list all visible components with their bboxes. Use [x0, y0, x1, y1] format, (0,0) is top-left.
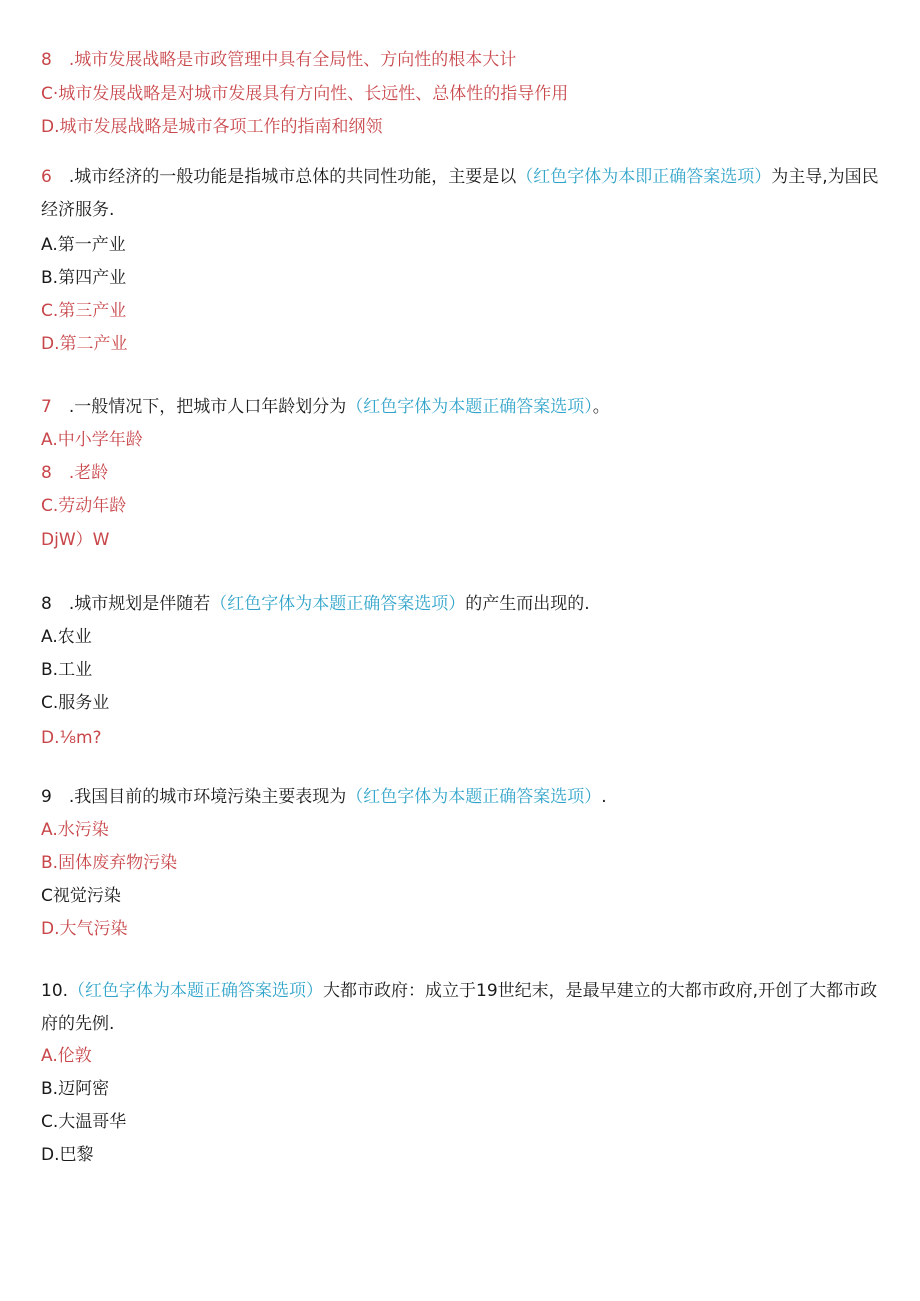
answer-hint: （红色字体为本题正确答案选项）	[68, 981, 324, 1001]
option-c-correct: C.第三产业	[41, 301, 127, 321]
question-text: .一般情况下，把城市人口年龄划分为	[68, 397, 347, 417]
option-a-correct: A.中小学年龄	[41, 430, 143, 450]
question-number: 8	[41, 594, 69, 614]
option-b: B.工业	[41, 660, 93, 680]
option-d-correct: D.第二产业	[41, 334, 128, 354]
option-b-correct: 8 .老龄	[41, 463, 109, 483]
question-8-stem	[41, 593, 590, 615]
option-c-correct: C.劳动年龄	[41, 496, 127, 516]
answer-hint: （红色字体为本题正确答案选项）	[210, 594, 466, 614]
question-text: .城市经济的一般功能是指城市总体的共同性功能，主要是以	[68, 167, 517, 187]
option-d-correct: DjW）W	[41, 530, 110, 550]
option-a-correct: A.伦敦	[41, 1046, 92, 1066]
question-9-stem	[41, 786, 607, 808]
question-10-stem	[41, 975, 881, 1041]
option-b-correct: B.固体废弃物污染	[41, 853, 178, 873]
question-text-end: 。	[592, 397, 610, 417]
option-a-correct: A.水污染	[41, 820, 109, 840]
question-number: 10.	[41, 981, 69, 1001]
option-c: C.大温哥华	[41, 1112, 127, 1132]
option-d: D.巴黎	[41, 1145, 94, 1165]
option-c: C视觉污染	[41, 886, 121, 906]
option-b: B.第四产业	[41, 268, 127, 288]
answer-hint: （红色字体为本即正确答案选项）	[516, 167, 772, 187]
question-text-end: .	[601, 787, 607, 807]
question-text: 大都市政府：成立于19世纪末，是最早建立的大都市政府,开创了大都市政府的先例.	[41, 981, 878, 1034]
question-text: .城市规划是伴随若	[68, 594, 211, 614]
option-b-q5: 8 .城市发展战略是市政管理中具有全局性、方向性的根本大计	[41, 50, 517, 70]
option-d-correct: D.大气污染	[41, 919, 128, 939]
question-7-stem	[41, 396, 610, 418]
option-a: A.农业	[41, 627, 92, 647]
answer-hint: （红色字体为本题正确答案选项）	[346, 397, 593, 417]
option-d-correct: D.⅛m?	[41, 728, 102, 748]
option-c-q5: C·城市发展战略是对城市发展具有方向性、长远性、总体性的指导作用	[41, 84, 569, 104]
option-a: A.第一产业	[41, 235, 126, 255]
question-number: 9	[41, 787, 69, 807]
question-text: .我国目前的城市环境污染主要表现为	[68, 787, 347, 807]
option-d-q5: D.城市发展战略是城市各项工作的指南和纲领	[41, 117, 383, 137]
question-text-end: 的产生而出现的.	[465, 594, 590, 614]
question-text-end: 为主导,为国民经济服务.	[41, 167, 879, 220]
option-b: B.迈阿密	[41, 1079, 110, 1099]
option-c: C.服务业	[41, 693, 110, 713]
question-number: 6	[41, 167, 69, 187]
question-number: 7	[41, 397, 69, 417]
answer-hint: （红色字体为本题正确答案选项）	[346, 787, 602, 807]
question-6-stem	[41, 161, 881, 227]
